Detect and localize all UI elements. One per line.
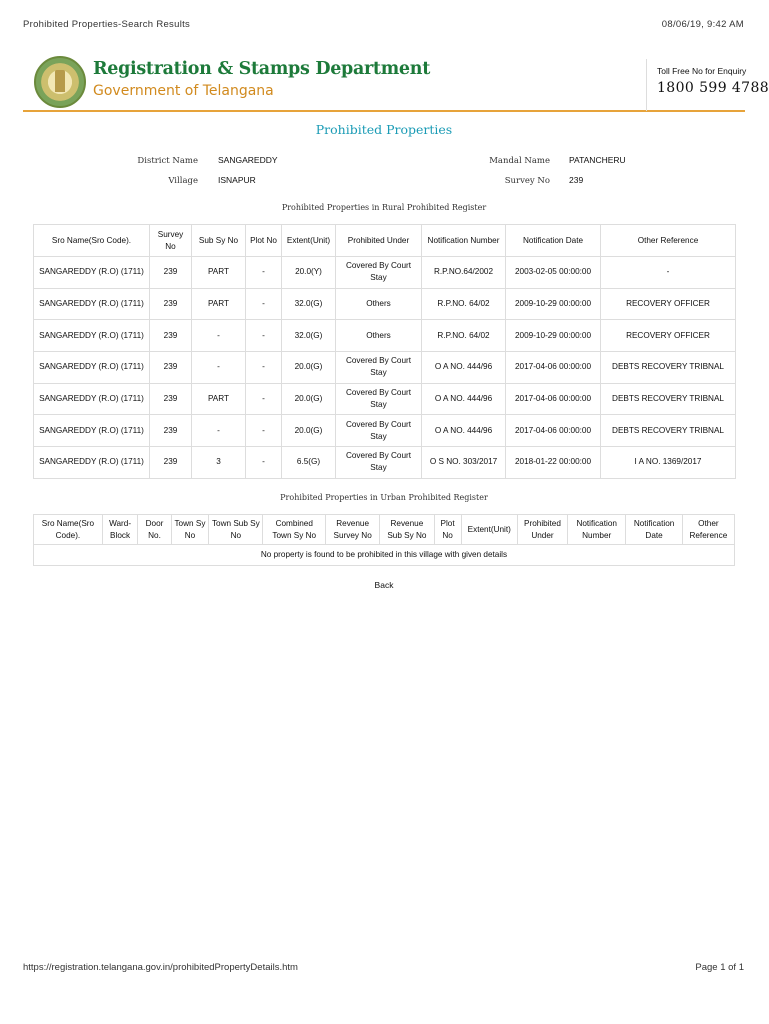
notification-number-cell: O A NO. 444/96 — [422, 383, 506, 415]
sro-name-cell: SANGAREDDY (R.O) (1711) — [34, 257, 150, 289]
mandal-value: PATANCHERU — [569, 155, 626, 165]
notification-date-cell: 2009-10-29 00:00:00 — [506, 320, 601, 352]
survey-no-cell: 239 — [150, 383, 192, 415]
table-row — [34, 415, 736, 447]
notification-number-cell: O S NO. 303/2017 — [422, 447, 506, 479]
sub-sy-no-cell: PART — [192, 383, 246, 415]
table-row — [34, 257, 736, 289]
print-datetime: 08/06/19, 9:42 AM — [661, 19, 744, 30]
rural-header-row — [34, 225, 736, 257]
notification-number-cell: R.P.NO.64/2002 — [422, 257, 506, 289]
column-header: Extent(Unit) — [282, 225, 336, 257]
column-header: Notification Number — [568, 515, 626, 545]
notification-date-cell: 2017-04-06 00:00:00 — [506, 352, 601, 384]
page-number: Page 1 of 1 — [695, 962, 744, 973]
sub-sy-no-cell: PART — [192, 288, 246, 320]
sro-name-cell: SANGAREDDY (R.O) (1711) — [34, 447, 150, 479]
plot-no-cell: - — [246, 415, 282, 447]
plot-no-cell: - — [246, 383, 282, 415]
tollfree-box — [646, 59, 769, 111]
other-reference-cell: DEBTS RECOVERY TRIBNAL — [601, 415, 736, 447]
plot-no-cell: - — [246, 447, 282, 479]
extent-cell: 32.0(G) — [282, 320, 336, 352]
prohibited-under-cell: Covered By Court Stay — [336, 257, 422, 289]
notification-date-cell: 2018-01-22 00:00:00 — [506, 447, 601, 479]
prohibited-under-cell: Covered By Court Stay — [336, 383, 422, 415]
column-header: Sro Name(Sro Code). — [34, 515, 103, 545]
column-header: Plot No — [246, 225, 282, 257]
other-reference-cell: DEBTS RECOVERY TRIBNAL — [601, 352, 736, 384]
notification-number-cell: R.P.NO. 64/02 — [422, 288, 506, 320]
other-reference-cell: - — [601, 257, 736, 289]
print-page-title: Prohibited Properties-Search Results — [23, 19, 191, 30]
column-header: Town Sy No — [171, 515, 209, 545]
notification-date-cell: 2017-04-06 00:00:00 — [506, 415, 601, 447]
extent-cell: 20.0(G) — [282, 383, 336, 415]
survey-no-cell: 239 — [150, 447, 192, 479]
district-label: District Name — [137, 156, 198, 166]
prohibited-under-cell: Covered By Court Stay — [336, 447, 422, 479]
notification-date-cell: 2003-02-05 00:00:00 — [506, 257, 601, 289]
column-header: Sub Sy No — [192, 225, 246, 257]
column-header: Prohibited Under — [336, 225, 422, 257]
plot-no-cell: - — [246, 352, 282, 384]
sro-name-cell: SANGAREDDY (R.O) (1711) — [34, 415, 150, 447]
prohibited-under-cell: Others — [336, 320, 422, 352]
survey-no-cell: 239 — [150, 288, 192, 320]
column-header: Notification Number — [422, 225, 506, 257]
column-header: Door No. — [138, 515, 171, 545]
urban-header-row — [34, 515, 735, 545]
column-header: Notification Date — [506, 225, 601, 257]
column-header: Other Reference — [682, 515, 734, 545]
column-header: Extent(Unit) — [461, 515, 517, 545]
plot-no-cell: - — [246, 320, 282, 352]
column-header: Sro Name(Sro Code). — [34, 225, 150, 257]
column-header: Other Reference — [601, 225, 736, 257]
rural-prohibited-table — [33, 224, 736, 479]
site-banner — [23, 50, 769, 112]
rural-caption: Prohibited Properties in Rural Prohibited Register — [281, 203, 487, 212]
survey-no-cell: 239 — [150, 257, 192, 289]
sro-name-cell: SANGAREDDY (R.O) (1711) — [34, 383, 150, 415]
sro-name-cell: SANGAREDDY (R.O) (1711) — [34, 352, 150, 384]
plot-no-cell: - — [246, 257, 282, 289]
village-label: Village — [168, 176, 198, 186]
other-reference-cell: DEBTS RECOVERY TRIBNAL — [601, 383, 736, 415]
urban-caption: Prohibited Properties in Urban Prohibited Register — [280, 493, 488, 502]
sub-sy-no-cell: 3 — [192, 447, 246, 479]
table-row — [34, 352, 736, 384]
urban-prohibited-table — [33, 514, 735, 566]
survey-no-cell: 239 — [150, 320, 192, 352]
sro-name-cell: SANGAREDDY (R.O) (1711) — [34, 320, 150, 352]
column-header: Revenue Survey No — [326, 515, 380, 545]
notification-number-cell: R.P.NO. 64/02 — [422, 320, 506, 352]
sub-sy-no-cell: - — [192, 415, 246, 447]
telangana-emblem-icon — [34, 56, 86, 108]
sub-sy-no-cell: PART — [192, 257, 246, 289]
village-value: ISNAPUR — [218, 175, 256, 185]
print-footer — [23, 962, 744, 973]
table-row — [34, 383, 736, 415]
sub-sy-no-cell: - — [192, 352, 246, 384]
department-title: Registration & Stamps Department — [93, 59, 430, 79]
survey-label: Survey No — [504, 176, 550, 186]
other-reference-cell: I A NO. 1369/2017 — [601, 447, 736, 479]
district-value: SANGAREDDY — [218, 155, 278, 165]
notification-number-cell: O A NO. 444/96 — [422, 415, 506, 447]
prohibited-under-cell: Covered By Court Stay — [336, 352, 422, 384]
notification-number-cell: O A NO. 444/96 — [422, 352, 506, 384]
sro-name-cell: SANGAREDDY (R.O) (1711) — [34, 288, 150, 320]
empty-result-message: No property is found to be prohibited in this village with given details — [34, 545, 735, 566]
table-row — [34, 288, 736, 320]
prohibited-under-cell: Others — [336, 288, 422, 320]
column-header: Notification Date — [626, 515, 682, 545]
extent-cell: 20.0(Y) — [282, 257, 336, 289]
column-header: Plot No — [434, 515, 461, 545]
extent-cell: 32.0(G) — [282, 288, 336, 320]
column-header: Ward-Block — [102, 515, 137, 545]
department-subtitle: Government of Telangana — [93, 83, 274, 99]
plot-no-cell: - — [246, 288, 282, 320]
column-header: Revenue Sub Sy No — [380, 515, 434, 545]
column-header: Town Sub Sy No — [209, 515, 263, 545]
survey-no-cell: 239 — [150, 415, 192, 447]
sub-sy-no-cell: - — [192, 320, 246, 352]
extent-cell: 20.0(G) — [282, 415, 336, 447]
page-url: https://registration.telangana.gov.in/prohibitedPropertyDetails.htm — [23, 962, 298, 973]
back-link[interactable]: Back — [374, 580, 394, 590]
extent-cell: 20.0(G) — [282, 352, 336, 384]
notification-date-cell: 2009-10-29 00:00:00 — [506, 288, 601, 320]
column-header: Survey No — [150, 225, 192, 257]
page-title: Prohibited Properties — [315, 122, 453, 137]
other-reference-cell: RECOVERY OFFICER — [601, 320, 736, 352]
survey-value: 239 — [569, 175, 584, 185]
tollfree-label: Toll Free No for Enquiry — [657, 66, 747, 76]
tollfree-number: 1800 599 4788 — [657, 80, 769, 96]
other-reference-cell: RECOVERY OFFICER — [601, 288, 736, 320]
extent-cell: 6.5(G) — [282, 447, 336, 479]
notification-date-cell: 2017-04-06 00:00:00 — [506, 383, 601, 415]
empty-result-row — [34, 545, 735, 566]
column-header: Combined Town Sy No — [263, 515, 326, 545]
print-header — [23, 19, 744, 30]
table-row — [34, 320, 736, 352]
column-header: Prohibited Under — [517, 515, 567, 545]
survey-no-cell: 239 — [150, 352, 192, 384]
prohibited-under-cell: Covered By Court Stay — [336, 415, 422, 447]
table-row — [34, 447, 736, 479]
mandal-label: Mandal Name — [489, 156, 550, 166]
